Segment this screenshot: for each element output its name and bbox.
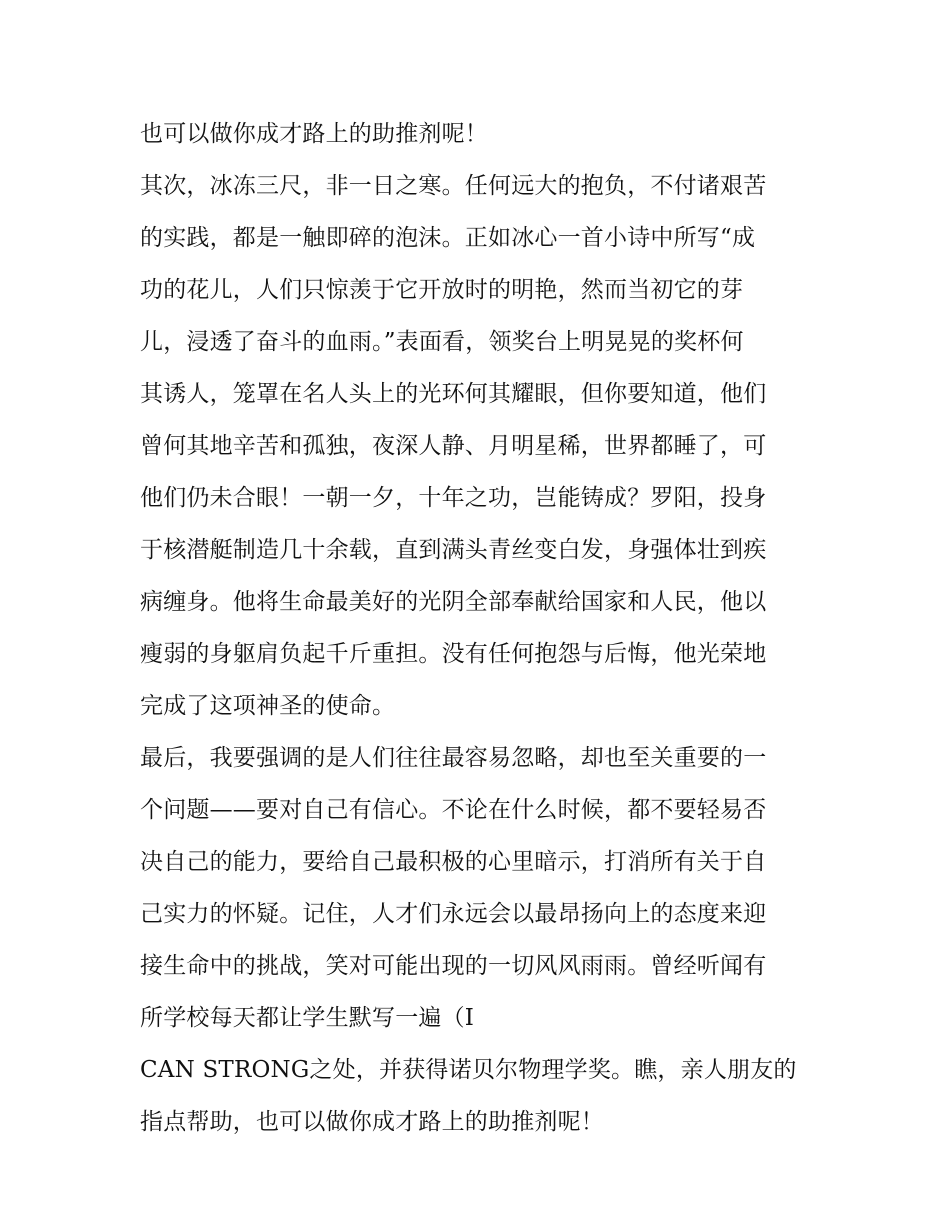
text-line: 完成了这项神圣的使命。 xyxy=(140,693,396,719)
text-line: 的实践，都是一触即碎的泡沫。正如冰心一首小诗中所写“成 xyxy=(140,225,756,251)
text-line: 所学校每天都让学生默写一遍（I xyxy=(140,1005,475,1031)
text-line: 个问题——要对自己有信心。不论在什么时候，都不要轻易否 xyxy=(140,797,767,823)
text-line: 儿，浸透了奋斗的血雨。”表面看，领奖台上明晃晃的奖杯何 xyxy=(140,329,744,355)
text-line: 接生命中的挑战，笑对可能出现的一切风风雨雨。曾经听闻有 xyxy=(140,953,767,979)
text-line: 其诱人，笼罩在名人头上的光环何其耀眼，但你要知道，他们 xyxy=(140,381,767,407)
text-line: 病缠身。他将生命最美好的光阴全部奉献给国家和人民，他以 xyxy=(140,589,767,615)
text-line: 瘦弱的身躯肩负起千斤重担。没有任何抱怨与后悔，他光荣地 xyxy=(140,641,767,667)
text-line: 决自己的能力，要给自己最积极的心里暗示，打消所有关于自 xyxy=(140,849,767,875)
text-line: 其次，冰冻三尺，非一日之寒。任何远大的抱负，不付诸艰苦 xyxy=(140,173,767,199)
text-line: 指点帮助，也可以做你成才路上的助推剂呢！ xyxy=(140,1109,604,1135)
text-line: 也可以做你成才路上的助推剂呢！ xyxy=(140,121,488,147)
body-text xyxy=(140,108,815,1148)
text-line: 于核潜艇制造几十余载，直到满头青丝变白发，身强体壮到疾 xyxy=(140,537,767,563)
text-line: CAN STRONG之处，并获得诺贝尔物理学奖。瞧，亲人朋友的 xyxy=(140,1057,797,1083)
text-line: 己实力的怀疑。记住，人才们永远会以最昂扬向上的态度来迎 xyxy=(140,901,767,927)
text-line: 曾何其地辛苦和孤独，夜深人静、月明星稀，世界都睡了，可 xyxy=(140,433,767,459)
text-line: 他们仍未合眼！一朝一夕，十年之功，岂能铸成？罗阳，投身 xyxy=(140,485,767,511)
text-line: 最后，我要强调的是人们往往最容易忽略，却也至关重要的一 xyxy=(140,745,767,771)
text-line: 功的花儿，人们只惊羡于它开放时的明艳，然而当初它的芽 xyxy=(140,277,744,303)
